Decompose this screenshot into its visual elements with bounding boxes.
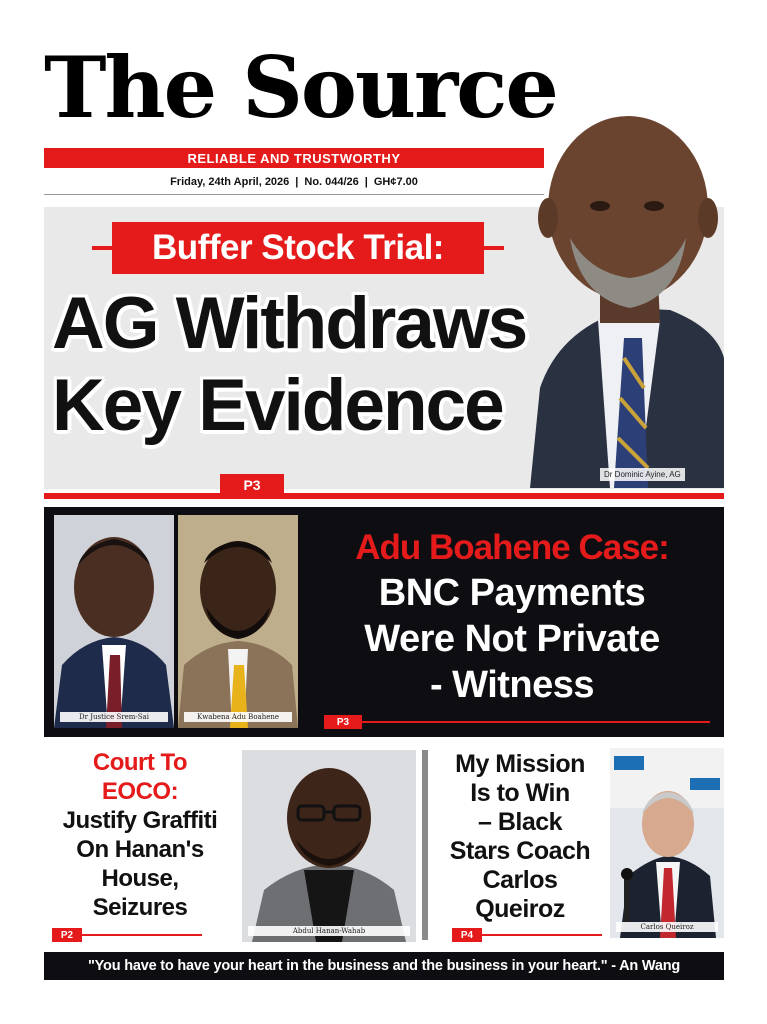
second-headline[interactable] xyxy=(306,570,718,708)
mission-line2: Is to Win xyxy=(470,779,570,807)
photo-caption: Carlos Queiroz xyxy=(616,922,718,932)
second-headline-kicker[interactable]: Adu Boahene Case: xyxy=(355,528,669,567)
newspaper-title: The Source xyxy=(44,38,557,137)
second-headline-line1: BNC Payments xyxy=(378,572,646,614)
issue-date: Friday, 24th April, 2026 xyxy=(170,176,290,188)
lead-kicker xyxy=(92,222,504,274)
tagline-bar: RELIABLE AND TRUSTWORTHY xyxy=(44,148,544,168)
portrait-photo-b xyxy=(178,515,298,728)
mission-line4: Stars Coach xyxy=(449,837,591,865)
court-headline-line3: House, xyxy=(101,865,179,892)
lead-headline-line1: AG Withdraws xyxy=(52,283,527,364)
separator: | xyxy=(364,176,368,188)
lead-rule xyxy=(44,493,724,499)
mission-line6: Queiroz xyxy=(475,895,565,923)
page-ref-badge[interactable]: P2 xyxy=(52,928,82,942)
issue-number: No. 044/26 xyxy=(304,176,359,188)
page-ref-badge[interactable]: P3 xyxy=(324,715,362,729)
masthead-rule xyxy=(44,194,544,195)
second-headline-line2: Were Not Private xyxy=(364,618,660,660)
mission-line5: Carlos xyxy=(482,866,558,894)
portrait-photo-c xyxy=(242,750,416,942)
court-headline-red2: EOCO: xyxy=(101,778,179,805)
court-headline-red1: Court To xyxy=(92,749,188,776)
second-headline-line3: - Witness xyxy=(429,664,595,706)
mission-headline[interactable] xyxy=(432,750,608,924)
court-headline-line4: Seizures xyxy=(92,894,188,921)
mission-line1: My Mission xyxy=(455,750,585,778)
masthead xyxy=(44,38,557,148)
lead-headline-line2: Key Evidence xyxy=(52,365,503,446)
dateline xyxy=(44,172,544,192)
quote-bar: "You have to have your heart in the business and the business in your heart." - An Wang xyxy=(44,952,724,980)
court-headline-line1: Justify Graffiti xyxy=(62,807,218,834)
photo-carlos-queiroz xyxy=(610,748,724,938)
kicker-label: Buffer Stock Trial: xyxy=(112,222,484,274)
court-headline-line2: On Hanan's xyxy=(76,836,204,863)
lead-headline[interactable] xyxy=(52,283,572,447)
second-rule xyxy=(360,721,710,723)
page-ref-badge[interactable]: P4 xyxy=(452,928,482,942)
p2-rule xyxy=(82,934,202,936)
photo-caption: Dr Dominic Ayine, AG xyxy=(600,468,685,481)
photo-adu-boahene xyxy=(178,515,298,728)
page-ref-badge[interactable]: P3 xyxy=(220,474,284,496)
portrait-photo-a xyxy=(54,515,174,728)
photo-caption: Abdul Hanan-Wahab xyxy=(248,926,410,936)
court-headline[interactable] xyxy=(44,748,236,922)
p4-rule xyxy=(482,934,602,936)
photo-srem-sai xyxy=(54,515,174,728)
column-divider xyxy=(422,750,428,940)
photo-caption: Kwabena Adu Boahene xyxy=(184,712,292,722)
photo-caption: Dr Justice Srem-Sai xyxy=(60,712,168,722)
portrait-photo-d xyxy=(610,748,724,938)
photo-hanan-wahab xyxy=(242,750,416,942)
separator: | xyxy=(295,176,299,188)
mission-line3: – Black xyxy=(477,808,563,836)
issue-price: GH¢7.00 xyxy=(373,176,418,188)
